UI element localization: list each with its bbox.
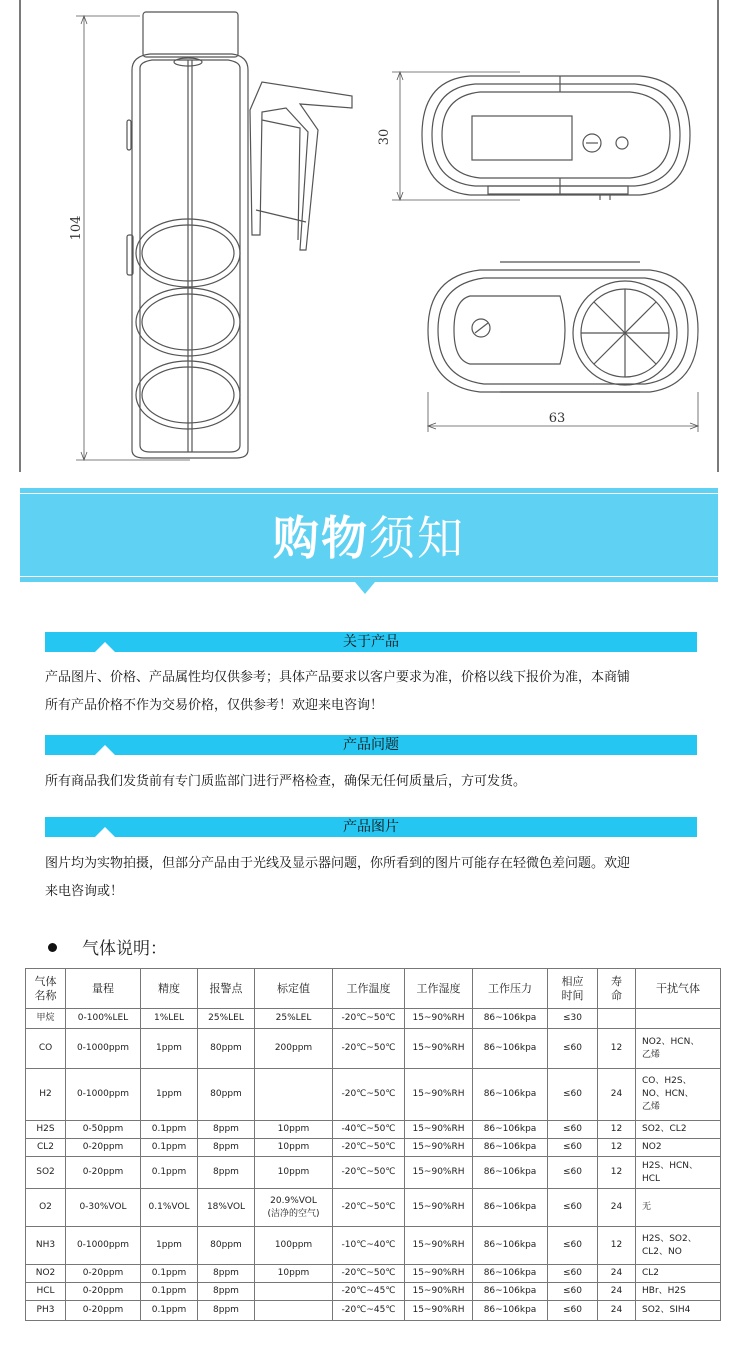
table-cell: 15~90%RH — [405, 1283, 473, 1301]
table-cell: 20.9%VOL (洁净的空气) — [255, 1189, 333, 1227]
table-cell: NO2、HCN、 乙烯 — [636, 1029, 721, 1069]
bullet-icon — [48, 943, 57, 952]
table-header-cell: 工作压力 — [473, 969, 548, 1009]
table-cell: ≤60 — [548, 1227, 598, 1265]
table-cell: O2 — [26, 1189, 66, 1227]
table-cell — [255, 1301, 333, 1321]
section-bar-product-issues — [45, 735, 697, 755]
table-cell: ≤60 — [548, 1069, 598, 1121]
table-cell: HCL — [26, 1283, 66, 1301]
table-cell: -20℃~45℃ — [333, 1301, 405, 1321]
table-row — [26, 1009, 721, 1029]
table-header-cell: 标定值 — [255, 969, 333, 1009]
table-cell: 86~106kpa — [473, 1227, 548, 1265]
table-cell: NO2 — [636, 1139, 721, 1157]
table-cell: 86~106kpa — [473, 1029, 548, 1069]
table-cell: 12 — [598, 1029, 636, 1069]
table-cell: 1ppm — [141, 1029, 198, 1069]
table-cell: CL2 — [26, 1139, 66, 1157]
table-cell: 8ppm — [198, 1157, 255, 1189]
table-cell: 8ppm — [198, 1301, 255, 1321]
table-row — [26, 1283, 721, 1301]
table-cell: -20℃~50℃ — [333, 1189, 405, 1227]
table-cell: -20℃~45℃ — [333, 1283, 405, 1301]
table-cell: 8ppm — [198, 1265, 255, 1283]
section-line: 图片均为实物拍摄，但部分产品由于光线及显示器问题，你所看到的图片可能存在轻微色差问题。欢迎 — [45, 856, 631, 871]
table-cell: ≤60 — [548, 1139, 598, 1157]
table-cell: 10ppm — [255, 1265, 333, 1283]
table-cell: 86~106kpa — [473, 1121, 548, 1139]
table-cell: SO2、SIH4 — [636, 1301, 721, 1321]
table-cell: 8ppm — [198, 1139, 255, 1157]
table-cell: CL2 — [636, 1265, 721, 1283]
table-header-row — [26, 969, 721, 1009]
table-cell: -20℃~50℃ — [333, 1069, 405, 1121]
table-cell: CO、H2S、 NO、HCN、 乙烯 — [636, 1069, 721, 1121]
table-cell: 0-20ppm — [66, 1301, 141, 1321]
table-cell: 15~90%RH — [405, 1009, 473, 1029]
table-cell: PH3 — [26, 1301, 66, 1321]
section-text-product-issues — [45, 768, 700, 796]
table-cell: 0-1000ppm — [66, 1029, 141, 1069]
table-cell: HBr、H2S — [636, 1283, 721, 1301]
table-cell: 0-50ppm — [66, 1121, 141, 1139]
banner-title-light: 须知 — [369, 511, 465, 565]
table-row — [26, 1139, 721, 1157]
table-row — [26, 1029, 721, 1069]
table-cell: 0.1ppm — [141, 1283, 198, 1301]
table-header-cell: 工作温度 — [333, 969, 405, 1009]
table-header-cell: 精度 — [141, 969, 198, 1009]
banner-bottom-rule — [20, 576, 718, 577]
table-cell: 86~106kpa — [473, 1157, 548, 1189]
table-row — [26, 1189, 721, 1227]
table-cell: 15~90%RH — [405, 1029, 473, 1069]
table-cell: 86~106kpa — [473, 1189, 548, 1227]
table-cell: ≤30 — [548, 1009, 598, 1029]
table-cell: 1ppm — [141, 1069, 198, 1121]
table-cell: 0-1000ppm — [66, 1227, 141, 1265]
table-cell: SO2、CL2 — [636, 1121, 721, 1139]
table-cell: -20℃~50℃ — [333, 1157, 405, 1189]
dimension-drawing-svg — [0, 0, 750, 475]
table-cell: 0-20ppm — [66, 1157, 141, 1189]
table-cell: 12 — [598, 1157, 636, 1189]
table-cell: 15~90%RH — [405, 1227, 473, 1265]
table-cell: 1%LEL — [141, 1009, 198, 1029]
banner-title-bold: 购物 — [273, 511, 369, 565]
table-cell: 0-20ppm — [66, 1265, 141, 1283]
table-row — [26, 1121, 721, 1139]
table-cell: -40℃~50℃ — [333, 1121, 405, 1139]
table-row — [26, 1157, 721, 1189]
table-cell: 0-100%LEL — [66, 1009, 141, 1029]
table-cell: 86~106kpa — [473, 1301, 548, 1321]
table-row — [26, 1301, 721, 1321]
table-cell — [255, 1069, 333, 1121]
table-cell: 15~90%RH — [405, 1301, 473, 1321]
table-cell: H2 — [26, 1069, 66, 1121]
table-cell: 15~90%RH — [405, 1189, 473, 1227]
dimension-width-label: 63 — [548, 411, 566, 426]
table-header-cell: 相应 时间 — [548, 969, 598, 1009]
table-header-cell: 报警点 — [198, 969, 255, 1009]
gas-title-text: 气体说明： — [82, 939, 167, 959]
table-cell: 80ppm — [198, 1029, 255, 1069]
table-cell: 86~106kpa — [473, 1009, 548, 1029]
table-cell: 0.1ppm — [141, 1157, 198, 1189]
table-cell: 15~90%RH — [405, 1069, 473, 1121]
section-title: 关于产品 — [343, 634, 399, 650]
table-cell: 0.1ppm — [141, 1139, 198, 1157]
table-cell: H2S — [26, 1121, 66, 1139]
table-cell: 12 — [598, 1121, 636, 1139]
table-cell: ≤60 — [548, 1029, 598, 1069]
table-cell: 15~90%RH — [405, 1139, 473, 1157]
table-cell: 0-30%VOL — [66, 1189, 141, 1227]
table-cell: 80ppm — [198, 1227, 255, 1265]
table-cell: 0.1ppm — [141, 1121, 198, 1139]
table-cell: 18%VOL — [198, 1189, 255, 1227]
table-cell: 86~106kpa — [473, 1265, 548, 1283]
table-cell: ≤60 — [548, 1283, 598, 1301]
table-row — [26, 1265, 721, 1283]
gas-spec-table — [25, 968, 721, 1321]
banner-top-rule — [20, 493, 718, 494]
table-cell: 0.1ppm — [141, 1265, 198, 1283]
table-cell: SO2 — [26, 1157, 66, 1189]
banner-arrow-icon — [355, 582, 375, 594]
table-cell: 12 — [598, 1227, 636, 1265]
table-cell: 24 — [598, 1069, 636, 1121]
table-header-cell: 寿 命 — [598, 969, 636, 1009]
table-cell: ≤60 — [548, 1121, 598, 1139]
table-cell: -20℃~50℃ — [333, 1029, 405, 1069]
table-cell: -10℃~40℃ — [333, 1227, 405, 1265]
table-cell: 15~90%RH — [405, 1265, 473, 1283]
section-text-product-images — [45, 850, 700, 906]
table-cell: 24 — [598, 1283, 636, 1301]
table-cell: ≤60 — [548, 1157, 598, 1189]
shopping-notice-banner — [20, 488, 718, 582]
table-cell: 0-20ppm — [66, 1139, 141, 1157]
table-cell: ≤60 — [548, 1265, 598, 1283]
dimension-height-label: 104 — [69, 215, 84, 241]
table-cell: H2S、HCN、 HCL — [636, 1157, 721, 1189]
section-bar-product-images — [45, 817, 697, 837]
dimension-depth-label: 30 — [377, 128, 392, 146]
table-cell: 15~90%RH — [405, 1157, 473, 1189]
table-cell: ≤60 — [548, 1301, 598, 1321]
table-cell: 24 — [598, 1265, 636, 1283]
section-line: 所有商品我们发货前有专门质监部门进行严格检查，确保无任何质量后，方可发货。 — [45, 774, 527, 789]
table-cell: 0.1%VOL — [141, 1189, 198, 1227]
section-bar-about-product — [45, 632, 697, 652]
table-cell: 86~106kpa — [473, 1139, 548, 1157]
table-cell: H2S、SO2、 CL2、NO — [636, 1227, 721, 1265]
table-cell: CO — [26, 1029, 66, 1069]
table-cell: NH3 — [26, 1227, 66, 1265]
table-cell: -20℃~50℃ — [333, 1009, 405, 1029]
table-cell: 80ppm — [198, 1069, 255, 1121]
table-header-cell: 气体 名称 — [26, 969, 66, 1009]
table-cell: -20℃~50℃ — [333, 1265, 405, 1283]
table-cell: NO2 — [26, 1265, 66, 1283]
table-cell: 12 — [598, 1139, 636, 1157]
table-cell: 86~106kpa — [473, 1069, 548, 1121]
table-cell — [636, 1009, 721, 1029]
table-cell: 8ppm — [198, 1283, 255, 1301]
table-cell: -20℃~50℃ — [333, 1139, 405, 1157]
table-header-cell: 量程 — [66, 969, 141, 1009]
gas-section-title — [48, 934, 167, 959]
table-cell: 25%LEL — [255, 1009, 333, 1029]
table-cell: 无 — [636, 1189, 721, 1227]
table-cell: 86~106kpa — [473, 1283, 548, 1301]
table-cell: 0.1ppm — [141, 1301, 198, 1321]
table-cell: 24 — [598, 1301, 636, 1321]
table-cell: 100ppm — [255, 1227, 333, 1265]
table-cell: 1ppm — [141, 1227, 198, 1265]
table-cell: 10ppm — [255, 1157, 333, 1189]
table-cell — [598, 1009, 636, 1029]
table-header-cell: 工作湿度 — [405, 969, 473, 1009]
table-header-cell: 干扰气体 — [636, 969, 721, 1009]
table-cell: 0-1000ppm — [66, 1069, 141, 1121]
section-line: 产品图片、价格、产品属性均仅供参考；具体产品要求以客户要求为准，价格以线下报价为准，本商铺 — [45, 670, 631, 685]
table-row — [26, 1069, 721, 1121]
section-title: 产品问题 — [343, 737, 399, 753]
table-cell: 8ppm — [198, 1121, 255, 1139]
table-row — [26, 1227, 721, 1265]
banner-title — [20, 502, 718, 568]
table-cell: ≤60 — [548, 1189, 598, 1227]
table-cell: 24 — [598, 1189, 636, 1227]
section-title: 产品图片 — [343, 819, 399, 835]
section-line: 所有产品价格不作为交易价格，仅供参考！欢迎来电咨询！ — [45, 698, 384, 713]
table-cell: 15~90%RH — [405, 1121, 473, 1139]
section-line: 来电咨询或！ — [45, 884, 124, 899]
product-dimension-drawing — [0, 0, 750, 475]
table-cell: 200ppm — [255, 1029, 333, 1069]
table-cell — [255, 1283, 333, 1301]
table-cell: 0-20ppm — [66, 1283, 141, 1301]
table-cell: 10ppm — [255, 1139, 333, 1157]
table-cell: 甲烷 — [26, 1009, 66, 1029]
section-text-about-product — [45, 664, 700, 720]
table-cell: 25%LEL — [198, 1009, 255, 1029]
table-cell: 10ppm — [255, 1121, 333, 1139]
